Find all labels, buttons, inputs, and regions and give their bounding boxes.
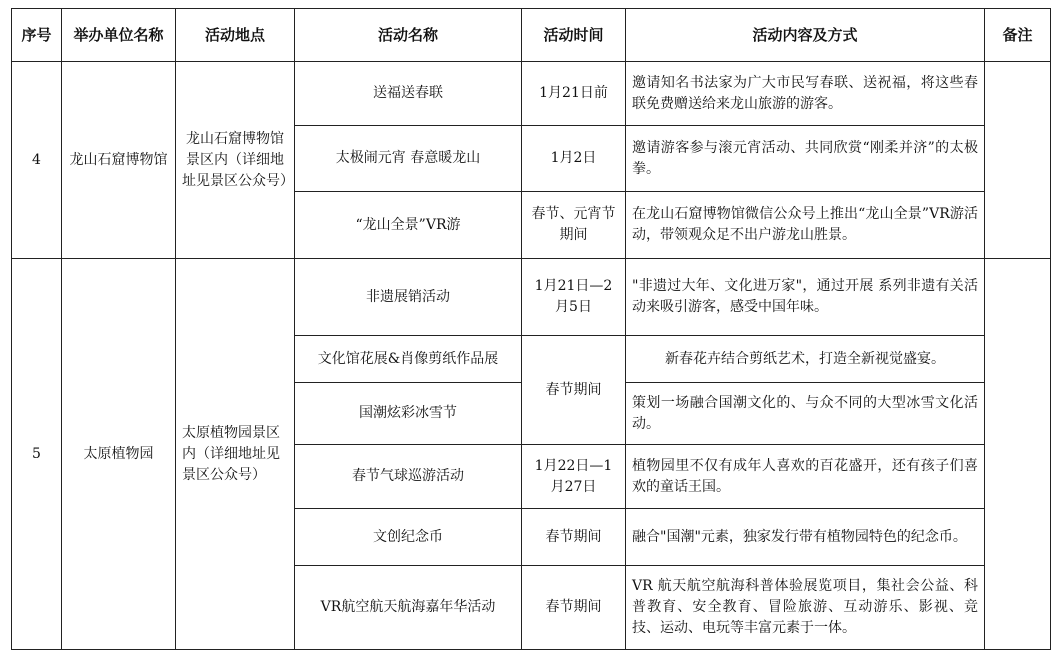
activity-content: 植物园里不仅有成年人喜欢的百花盛开，还有孩子们喜欢的童话王国。 xyxy=(626,445,985,509)
header-row xyxy=(12,9,1051,62)
header-remark: 备注 xyxy=(985,9,1051,62)
activity-content: 策划一场融合国潮文化的、与众不同的大型冰雪文化活动。 xyxy=(626,383,985,445)
activity-time: 1月22日—1月27日 xyxy=(522,445,626,509)
activity-name: 文创纪念币 xyxy=(295,509,522,566)
header-org: 举办单位名称 xyxy=(62,9,176,62)
activity-time: 1月21日—2月5日 xyxy=(522,259,626,336)
activity-time: 春节期间 xyxy=(522,566,626,650)
header-activity-content: 活动内容及方式 xyxy=(626,9,985,62)
table-row xyxy=(12,259,1051,336)
activity-content: 融合"国潮"元素，独家发行带有植物园特色的纪念币。 xyxy=(626,509,985,566)
header-activity-name: 活动名称 xyxy=(295,9,522,62)
activity-name: 国潮炫彩冰雪节 xyxy=(295,383,522,445)
activity-time: 春节期间 xyxy=(522,336,626,445)
group-number: 5 xyxy=(12,259,62,650)
header-activity-time: 活动时间 xyxy=(522,9,626,62)
activity-name: 春节气球巡游活动 xyxy=(295,445,522,509)
activity-content: 邀请游客参与滚元宵活动、共同欣赏“刚柔并济”的太极拳。 xyxy=(626,126,985,192)
organizer-name: 龙山石窟博物馆 xyxy=(62,62,176,259)
activity-location: 太原植物园景区内（详细地址见景区公众号） xyxy=(176,259,295,650)
activity-time: 1月2日 xyxy=(522,126,626,192)
activity-content: 邀请知名书法家为广大市民写春联、送祝福，将这些春联免费赠送给来龙山旅游的游客。 xyxy=(626,62,985,126)
table-row xyxy=(12,62,1051,126)
organizer-name: 太原植物园 xyxy=(62,259,176,650)
remark-cell xyxy=(985,62,1051,259)
activity-name: “龙山全景”VR游 xyxy=(295,192,522,259)
activity-name: 文化馆花展&肖像剪纸作品展 xyxy=(295,336,522,383)
activity-name: VR航空航天航海嘉年华活动 xyxy=(295,566,522,650)
header-location: 活动地点 xyxy=(176,9,295,62)
activity-name: 太极闹元宵 春意暖龙山 xyxy=(295,126,522,192)
activity-location: 龙山石窟博物馆景区内（详细地址见景区公众号） xyxy=(176,62,295,259)
activity-content: 在龙山石窟博物馆微信公众号上推出“龙山全景”VR游活动，带领观众足不出户游龙山胜景。 xyxy=(626,192,985,259)
group-number: 4 xyxy=(12,62,62,259)
activity-time: 春节期间 xyxy=(522,509,626,566)
activity-name: 非遗展销活动 xyxy=(295,259,522,336)
remark-cell xyxy=(985,259,1051,650)
header-no: 序号 xyxy=(12,9,62,62)
activity-content: "非遗过大年、文化进万家"，通过开展 系列非遗有关活动来吸引游客，感受中国年味。 xyxy=(626,259,985,336)
activity-name: 送福送春联 xyxy=(295,62,522,126)
activity-time: 1月21日前 xyxy=(522,62,626,126)
activity-schedule-table xyxy=(11,8,1051,650)
activity-content: 新春花卉结合剪纸艺术，打造全新视觉盛宴。 xyxy=(626,336,985,383)
activity-time: 春节、元宵节期间 xyxy=(522,192,626,259)
activity-content: VR 航天航空航海科普体验展览项目，集社会公益、科普教育、安全教育、冒险旅游、互动游乐、影视、竞技、运动、电玩等丰富元素于一体。 xyxy=(626,566,985,650)
